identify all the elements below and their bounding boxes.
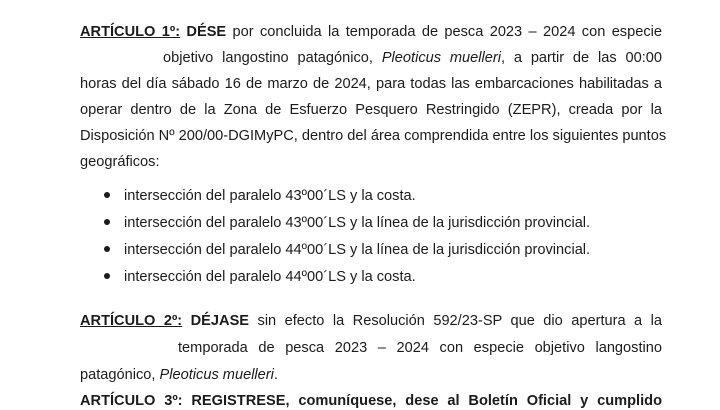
article-2-heading: ARTÍCULO 2º: xyxy=(80,313,183,329)
article-1-first-line xyxy=(80,23,662,41)
bullet-icon xyxy=(104,273,110,279)
bullet-item: intersección del paralelo 44º00´LS y la línea de la jurisdicción provincial. xyxy=(104,241,590,259)
article-1-heading: ARTÍCULO 1º: xyxy=(80,24,181,40)
article-1-text: por concluida la temporada de pesca 2023 – 2024 con especie xyxy=(232,24,662,40)
article-1-line-2: objetivo langostino patagónico, Pleoticus muelleri, a partir de las 00:00 xyxy=(163,50,662,66)
article-1-line-5: Disposición Nº 200/00-DGIMyPC, dentro del área comprendida entre los siguientes puntos xyxy=(80,128,667,144)
bullet-icon xyxy=(104,192,110,198)
article-2-line-3: patagónico, Pleoticus muelleri. xyxy=(80,367,278,383)
article-2-first-line xyxy=(80,312,662,330)
species-name: Pleoticus muelleri xyxy=(381,50,501,66)
article-2-line-2: temporada de pesca 2023 – 2024 con especie objetivo langostino xyxy=(178,340,662,356)
article-2-verb: DÉJASE xyxy=(190,313,250,329)
bullet-icon xyxy=(104,246,110,252)
article-1-line-3: horas del día sábado 16 de marzo de 2024, para todas las embarcaciones habilitadas a xyxy=(80,76,662,92)
bullet-item: intersección del paralelo 43º00´LS y la costa. xyxy=(104,187,416,205)
article-3-partial-line: ARTÍCULO 3º: REGISTRESE, comuníquese, dese al Boletín Oficial y cumplido xyxy=(80,393,662,409)
article-1-verb: DÉSE xyxy=(186,24,227,40)
article-2-text: sin efecto la Resolución 592/23-SP que dio apertura a la xyxy=(257,313,662,329)
bullet-icon xyxy=(104,219,110,225)
bullet-item: intersección del paralelo 44º00´LS y la costa. xyxy=(104,268,416,286)
species-name: Pleoticus muelleri xyxy=(159,367,274,383)
article-1-line-6: geográficos: xyxy=(80,154,160,170)
bullet-item: intersección del paralelo 43º00´LS y la línea de la jurisdicción provincial. xyxy=(104,214,590,232)
article-1-line-4: operar dentro de la Zona de Esfuerzo Pesquero Restringido (ZEPR), creada por la xyxy=(80,102,662,118)
